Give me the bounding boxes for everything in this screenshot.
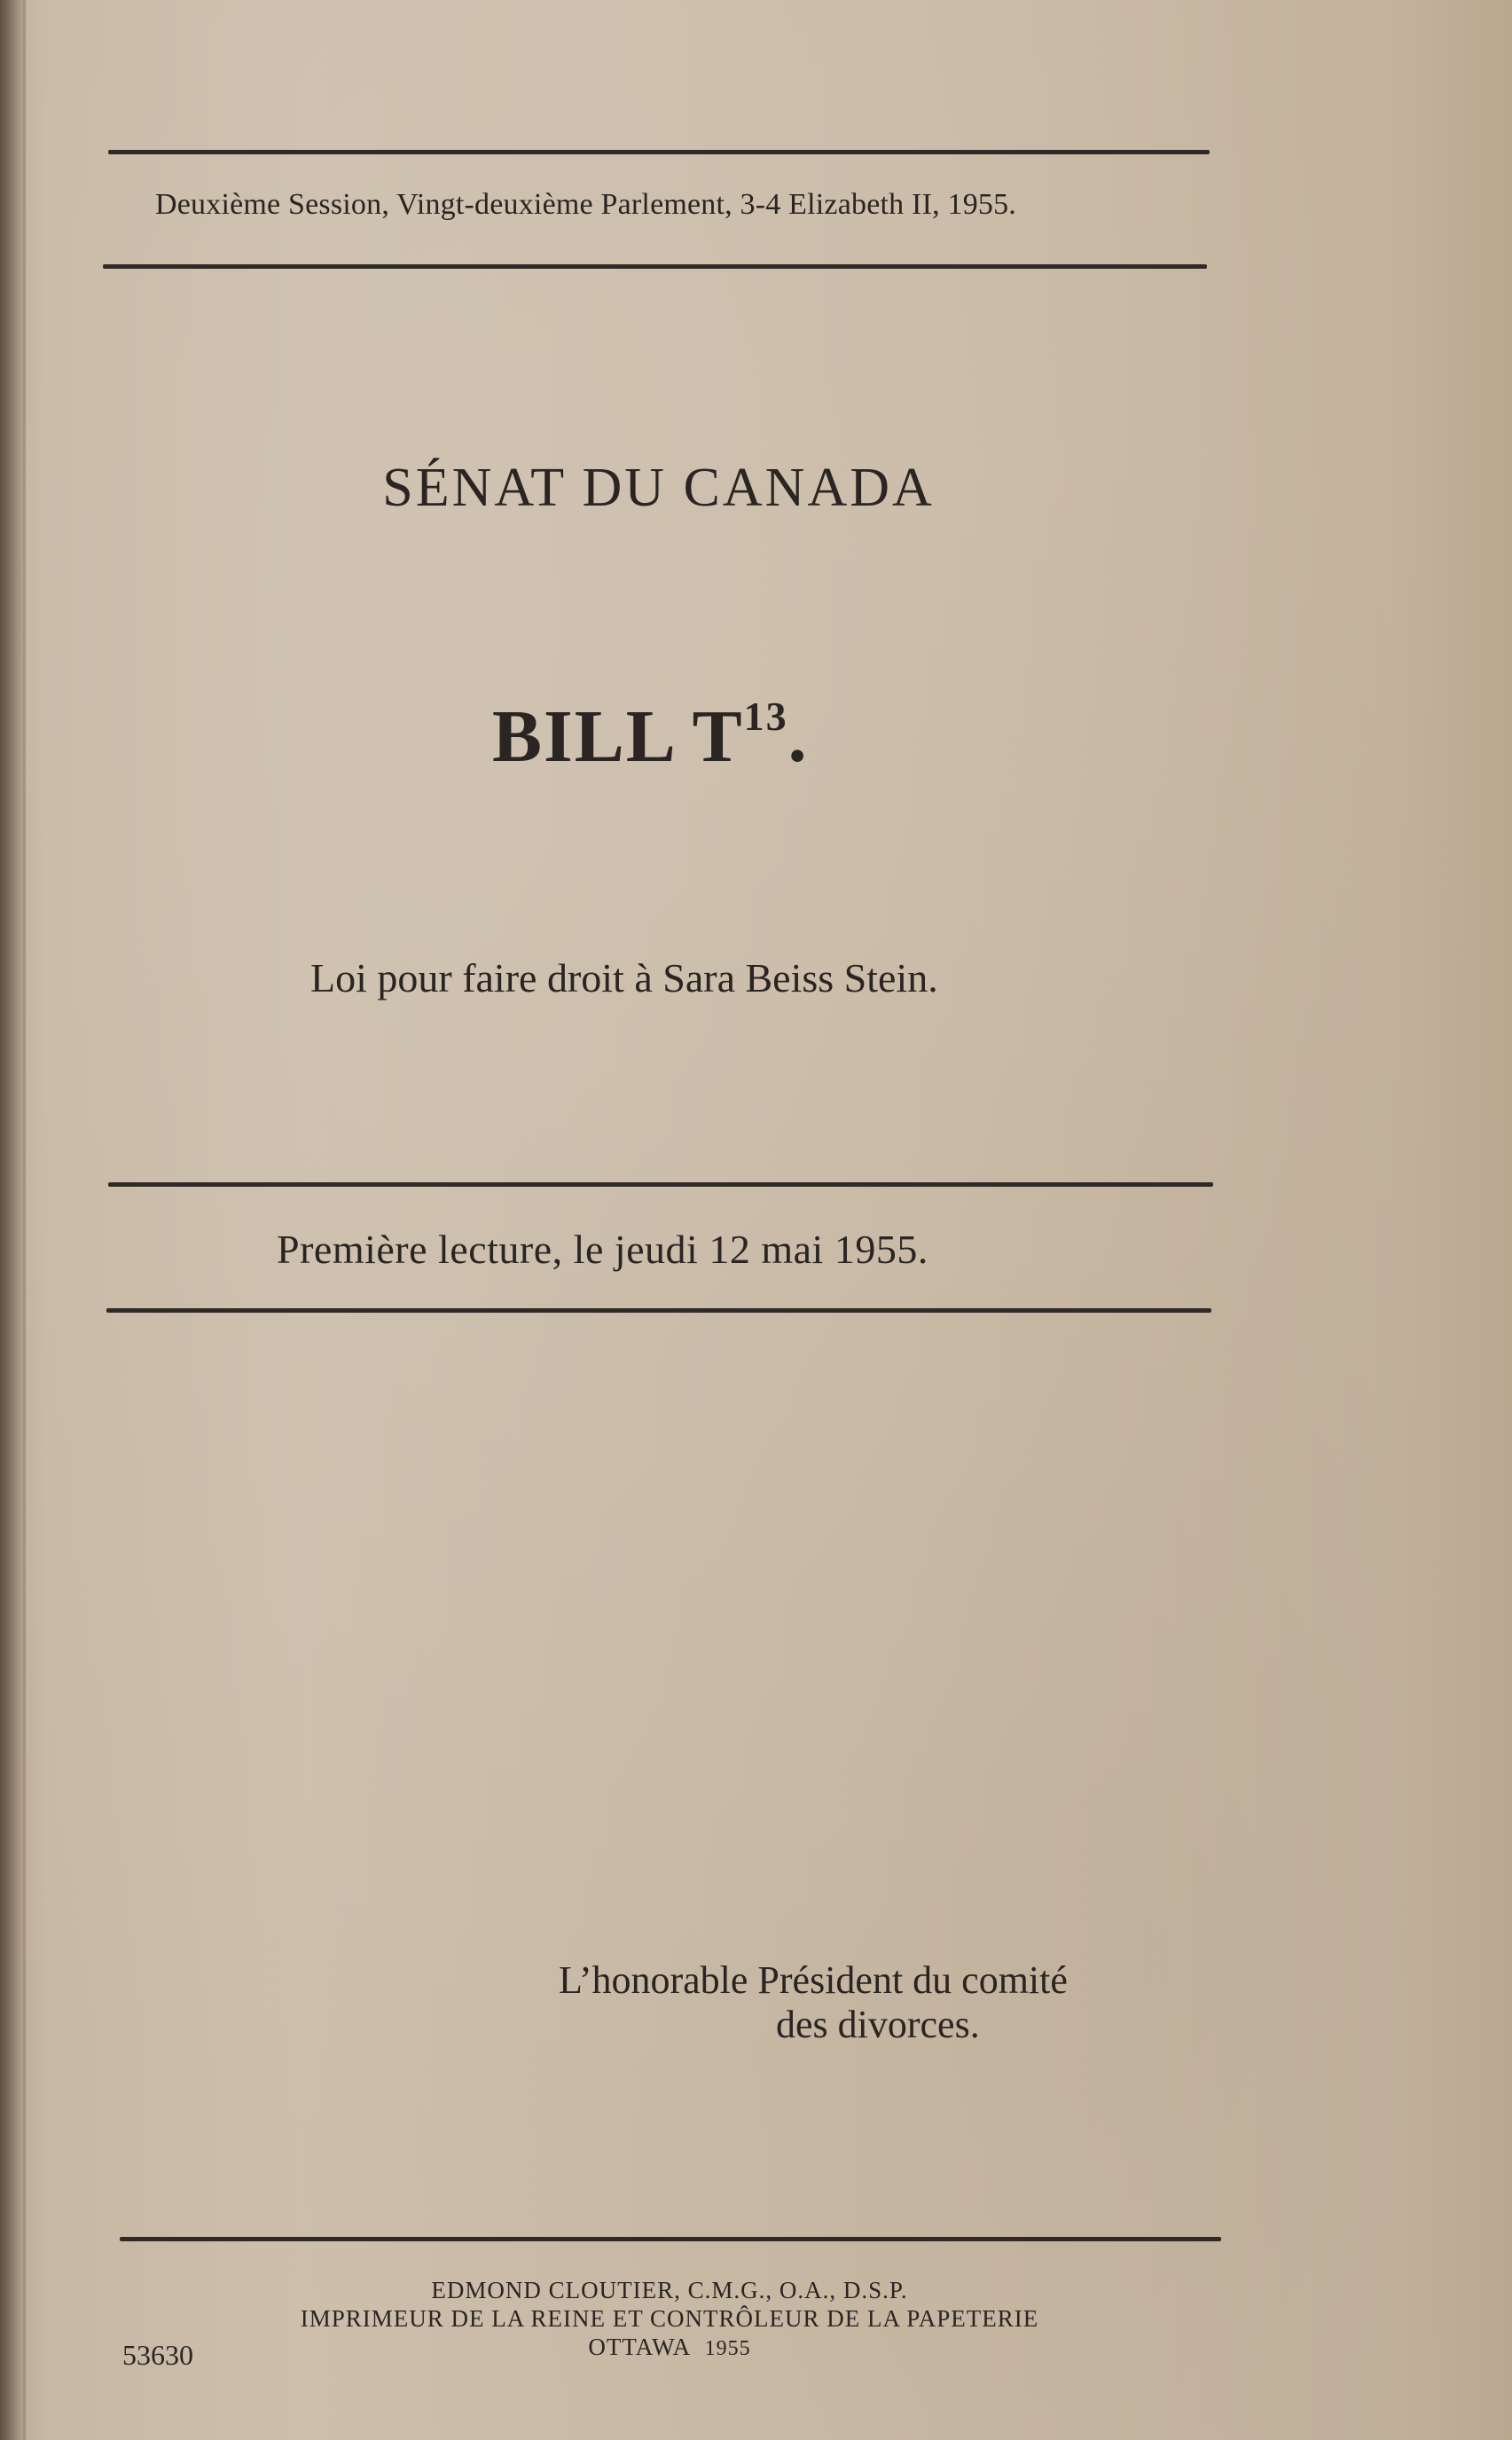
bill-prefix: BILL T bbox=[492, 695, 744, 778]
printer-imprint bbox=[204, 2276, 1135, 2363]
sponsor-line-2: des divorces. bbox=[776, 2003, 980, 2046]
printer-place bbox=[204, 2333, 1135, 2363]
reading-top-rule bbox=[108, 1182, 1213, 1187]
book-spine bbox=[0, 0, 23, 2440]
bill-description: Loi pour faire droit à Sara Beiss Stein. bbox=[310, 955, 938, 1000]
bill-superscript: 13 bbox=[743, 694, 788, 739]
footer-rule bbox=[120, 2237, 1221, 2241]
bill-suffix: . bbox=[787, 695, 809, 778]
printer-name: EDMOND CLOUTIER, C.M.G., O.A., D.S.P. bbox=[431, 2277, 908, 2303]
reading-bottom-rule bbox=[106, 1308, 1211, 1313]
header-top-rule bbox=[108, 150, 1210, 154]
sponsor-block bbox=[559, 1958, 1068, 2047]
printer-year: 1955 bbox=[704, 2337, 751, 2360]
first-reading-date: Première lecture, le jeudi 12 mai 1955. bbox=[277, 1227, 928, 1272]
sponsor-line-1: L’honorable Président du comité bbox=[559, 1958, 1068, 2002]
printer-city: OTTAWA bbox=[588, 2334, 692, 2360]
spine-edge bbox=[23, 0, 26, 2440]
senate-title: SÉNAT DU CANADA bbox=[382, 458, 935, 518]
session-heading: Deuxième Session, Vingt-deuxième Parlement, 3-4 Elizabeth II, 1955. bbox=[155, 188, 1016, 221]
bill-number bbox=[492, 694, 809, 780]
header-bottom-rule bbox=[103, 264, 1207, 269]
document-number: 53630 bbox=[122, 2339, 193, 2371]
printer-title: IMPRIMEUR DE LA REINE ET CONTRÔLEUR DE LA PAPETERIE bbox=[300, 2305, 1039, 2332]
